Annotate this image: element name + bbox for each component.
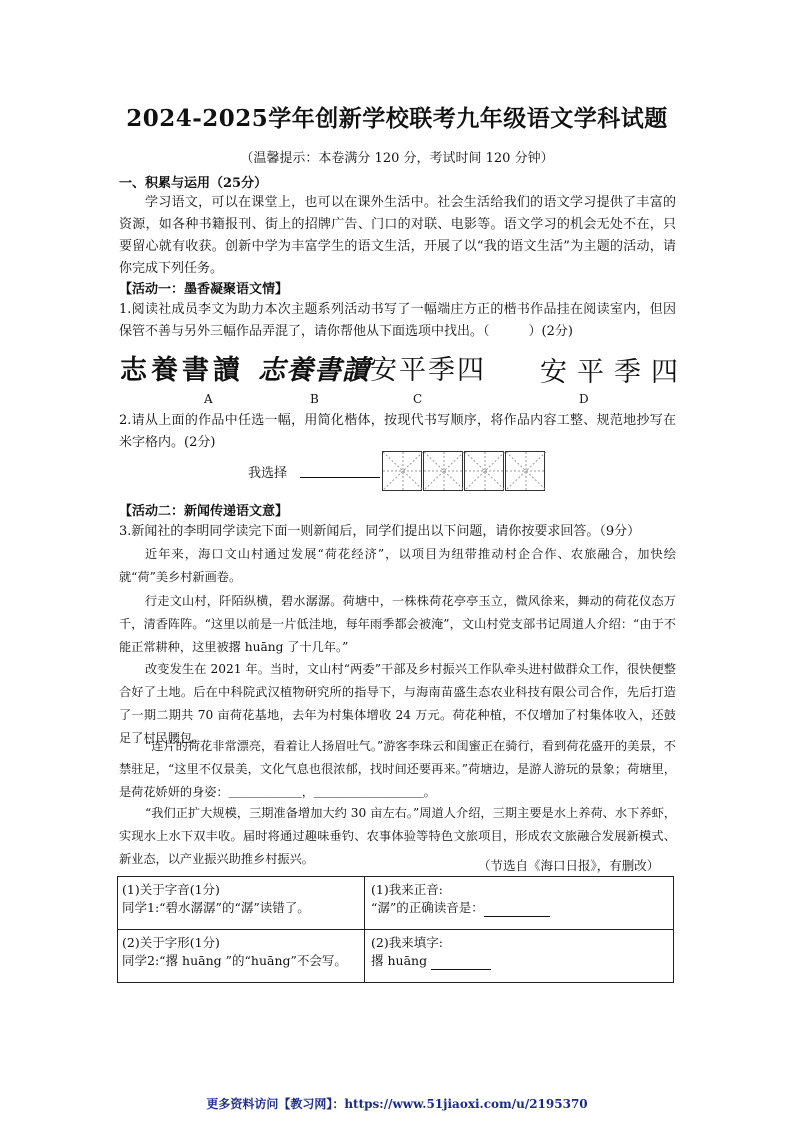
option-letter-c: C (413, 392, 423, 406)
answer-title: (1)我来正音: (371, 882, 443, 897)
footer-link[interactable]: 更多资料访问【教习网】：https://www.51jiaoxi.com/u/2195370 (206, 1097, 588, 1111)
section-heading-1: 一、积累与运用（25分） (119, 176, 268, 191)
activity-2-heading: 【活动二：新闻传递语文意】 (119, 504, 289, 519)
answer-prompt: 撂 huāng (371, 953, 428, 968)
calligraphy-option-a: 志養書讀 (120, 355, 244, 386)
answer-prompt: “潺”的正确读音是： (371, 900, 484, 915)
question-table (117, 876, 674, 983)
mi-grid-cell[interactable] (382, 451, 422, 491)
news-paragraph-2: 行走文山村，阡陌纵横，碧水潺潺。荷塘中，一株株荷花亭亭玉立，微风徐来，舞动的荷花仪态万千，清香阵阵。“这里以前是一片低洼地，每年雨季都会被淹”，文山村党支部书记周道人介绍：“由于不能正常耕种，这里被撂 huāng 了十几年。” (119, 594, 676, 654)
choose-label: 我选择 (248, 466, 288, 481)
answer-line (371, 952, 669, 970)
table-cell-left: (1)关于字音(1分) 同学1:“碧水潺潺”的“潺”读错了。 (118, 877, 365, 930)
option-letter-a: A (204, 392, 213, 406)
mi-grid-cell[interactable] (423, 451, 463, 491)
answer-blank[interactable] (484, 916, 550, 917)
mi-grid-cell[interactable] (505, 451, 545, 491)
answer-title: (2)我来填字: (371, 935, 443, 950)
news-paragraph-3: 改变发生在 2021 年。当时，文山村“两委”干部及乡村振兴工作队牵头进村做群众工作，很快便整合好了土地。后在中科院武汉植物研究所的指导下，与海南苗盛生态农业科技有限公司合作，先后打造了一期二期共 70 亩荷花基地，去年为村集体增收 24 万元。荷花种植，不仅增加了村集体收入，还鼓足了村民腰包。 (119, 662, 676, 745)
news-paragraph-1: 近年来，海口文山村通过发展“荷花经济”，以项目为纽带推动村企合作、农旅融合，加快绘就“荷”美乡村新画卷。 (119, 547, 676, 584)
table-cell-left: (2)关于字形(1分) 同学2:“撂 huāng ”的“huāng”不会写。 (118, 930, 365, 983)
news-paragraph-4: “连片的荷花非常漂亮，看着让人扬眉吐气。”游客李珠云和闺蜜正在骑行，看到荷花盛开的美景，不禁驻足，“这里不仅景美，文化气息也很浓郁，找时间还要再来。”荷塘边，是游人游玩的景象；荷塘里，是荷花娇妍的身姿：＿＿＿＿＿＿，＿＿＿＿＿＿＿＿＿。 (119, 739, 676, 799)
page-subtitle: （温馨提示：本卷满分 120 分，考试时间 120 分钟） (240, 151, 554, 166)
question-3: 3.新闻社的李明同学读完下面一则新闻后，同学们提出以下问题，请你按要求回答。（9分） (119, 524, 641, 539)
mi-grid (382, 451, 546, 491)
section-intro: 学习语文，可以在课堂上，也可以在课外生活中。社会生活给我们的语文学习提供了丰富的资源，如各种书籍报刊、街上的招牌广告、门口的对联、电影等。语文学习的机会无处不在，只要留心就有收获。创新中学为丰富学生的语文生活，开展了以“我的语文生活”为主题的活动，请你完成下列任务。 (119, 195, 676, 276)
question-2: 2.请从上面的作品中任选一幅，用简化楷体，按现代书写顺序，将作品内容工整、规范地抄写在米字格内。(2分) (119, 413, 676, 450)
question-1: 1.阅读社成员李文为助力本次主题系列活动书写了一幅端庄方正的楷书作品挂在阅读室内，但因保管不善与另外三幅作品弄混了，请你帮他从下面选项中找出。（ ）(2分) (119, 302, 676, 339)
calligraphy-option-d: 安平季四 (540, 357, 688, 388)
table-cell-right (365, 930, 674, 983)
news-paragraph-5: “我们正扩大规模，三期准备增加大约 30 亩左右。”周道人介绍，三期主要是水上养荷、水下养虾，实现水上水下双丰收。届时将通过趣味垂钓、农事体验等特色文旅项目，形成农文旅融合发展新模式、新业态，以产业振兴助推乡村振兴。 (119, 806, 676, 866)
activity-1-heading: 【活动一：墨香凝聚语文情】 (119, 282, 289, 297)
page-title: 2024-2025学年创新学校联考九年级语文学科试题 (126, 105, 668, 132)
news-source: （节选自《海口日报》，有删改） (478, 858, 660, 873)
table-row (118, 877, 674, 930)
option-letter-b: B (310, 392, 319, 406)
mi-grid-cell[interactable] (464, 451, 504, 491)
choose-blank[interactable] (300, 477, 380, 478)
answer-line (371, 899, 669, 917)
answer-blank[interactable] (431, 969, 491, 970)
calligraphy-option-c: 安平季四 (370, 355, 486, 386)
table-cell-right (365, 877, 674, 930)
option-letter-d: D (579, 392, 589, 406)
calligraphy-option-b: 志養書讀 (258, 355, 370, 386)
table-row (118, 930, 674, 983)
